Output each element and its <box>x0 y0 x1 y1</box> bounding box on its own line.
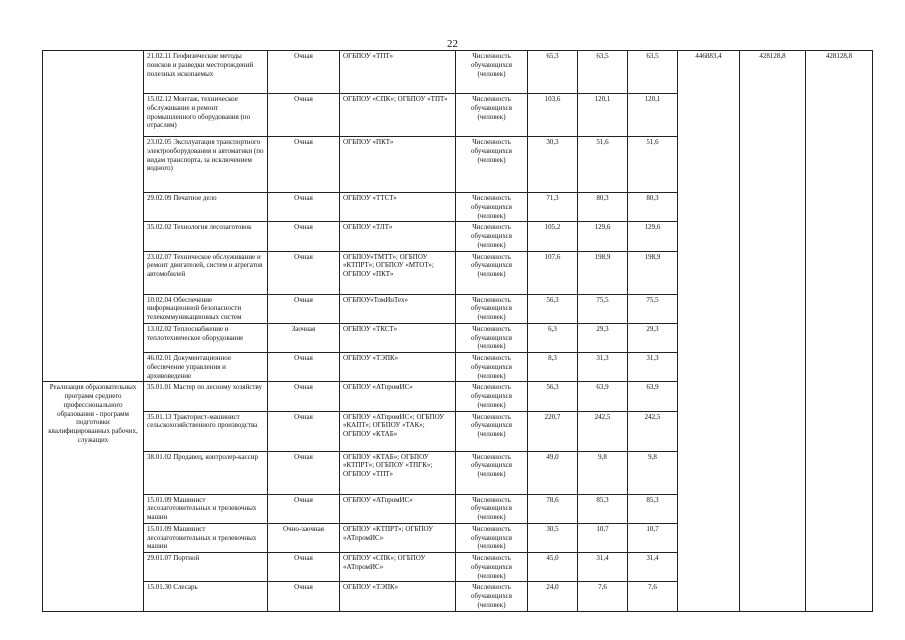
program-cell: 46.02.01 Документационное обеспечение управления и архивоведение <box>144 353 268 382</box>
unit-cell: Численность обучающихся (человек) <box>456 251 528 294</box>
value-2019-cell: 30,5 <box>528 523 578 552</box>
page-number: 22 <box>447 38 458 50</box>
form-cell: Очная <box>268 411 340 451</box>
section2-title: Реализация образовательных программ среднего профессионального образования - программ подготовки квалифицированных рабочих, служащих <box>43 382 144 611</box>
form-cell: Очно-заочная <box>268 523 340 552</box>
total-cell: 428128,8 <box>740 51 806 612</box>
value-2020-cell: 129,6 <box>578 222 628 251</box>
unit-cell: Численность обучающихся (человек) <box>456 193 528 222</box>
value-2019-cell: 56,3 <box>528 382 578 411</box>
program-cell: 35.01.13 Тракторист-машинист сельскохозяйственного производства <box>144 411 268 451</box>
org-cell: ОГБПОУ «ТТСТ» <box>340 193 456 222</box>
value-2021-cell: 31,4 <box>628 553 678 582</box>
form-cell: Очная <box>268 251 340 294</box>
value-2019-cell: 45,0 <box>528 553 578 582</box>
value-2020-cell: 198,9 <box>578 251 628 294</box>
value-2021-cell: 198,9 <box>628 251 678 294</box>
unit-cell: Численность обучающихся (человек) <box>456 222 528 251</box>
org-cell: ОГБПОУ «АТпромИС» <box>340 382 456 411</box>
value-2019-cell: 6,3 <box>528 323 578 352</box>
value-2019-cell: 78,6 <box>528 494 578 523</box>
program-cell: 35.02.02 Технология лесозаготовок <box>144 222 268 251</box>
form-cell: Очная <box>268 553 340 582</box>
program-cell: 38.01.02 Продавец, контролер-кассир <box>144 451 268 494</box>
program-cell: 15.01.09 Машинист лесозаготовительных и трелевочных машин <box>144 494 268 523</box>
value-2021-cell: 63,5 <box>628 51 678 94</box>
unit-cell: Численность обучающихся (человек) <box>456 553 528 582</box>
program-cell: 15.01.09 Машинист лесозаготовительных и трелевочных машин <box>144 523 268 552</box>
value-2020-cell: 63,9 <box>578 382 628 411</box>
value-2020-cell: 63,5 <box>578 51 628 94</box>
org-cell: ОГБПОУ «АТпромИС»; ОГБПОУ «КАПТ»; ОГБПОУ «ТАК»; ОГБПОУ «КТАБ» <box>340 411 456 451</box>
unit-cell: Численность обучающихся (человек) <box>456 353 528 382</box>
value-2019-cell: 24,0 <box>528 582 578 611</box>
form-cell: Очная <box>268 294 340 323</box>
unit-cell: Численность обучающихся (человек) <box>456 582 528 611</box>
total-cell: 428128,8 <box>806 51 873 612</box>
form-cell: Очная <box>268 137 340 193</box>
value-2021-cell: 120,1 <box>628 94 678 137</box>
org-cell: ОГБПОУ «ПКТ» <box>340 137 456 193</box>
value-2021-cell: 9,8 <box>628 451 678 494</box>
total-cell: 446883,4 <box>678 51 740 612</box>
org-cell: ОГБПОУ «КТАБ»; ОГБПОУ «КТПРТ»; ОГБПОУ «ТПГК»; ОГБПОУ «ТПТ» <box>340 451 456 494</box>
org-cell: ОГБПОУ «ТПТ» <box>340 51 456 94</box>
unit-cell: Численность обучающихся (человек) <box>456 94 528 137</box>
program-cell: 29.02.09 Печатное дело <box>144 193 268 222</box>
value-2019-cell: 30,3 <box>528 137 578 193</box>
form-cell: Очная <box>268 451 340 494</box>
value-2021-cell: 29,3 <box>628 323 678 352</box>
unit-cell: Численность обучающихся (человек) <box>456 451 528 494</box>
org-cell: ОГБПОУ «ТЛТ» <box>340 222 456 251</box>
value-2021-cell: 7,6 <box>628 582 678 611</box>
value-2020-cell: 10,7 <box>578 523 628 552</box>
value-2019-cell: 56,3 <box>528 294 578 323</box>
form-cell: Очная <box>268 51 340 94</box>
unit-cell: Численность обучающихся (человек) <box>456 294 528 323</box>
unit-cell: Численность обучающихся (человек) <box>456 323 528 352</box>
form-cell: Заочная <box>268 323 340 352</box>
org-cell: ОГБПОУ «КТПРТ»; ОГБПОУ «АТпромИС» <box>340 523 456 552</box>
org-cell: ОГБПОУ «ТЭПК» <box>340 582 456 611</box>
value-2020-cell: 75,5 <box>578 294 628 323</box>
value-2020-cell: 7,6 <box>578 582 628 611</box>
value-2020-cell: 9,8 <box>578 451 628 494</box>
org-cell: ОГБПОУ «ТКСТ» <box>340 323 456 352</box>
unit-cell: Численность обучающихся (человек) <box>456 494 528 523</box>
form-cell: Очная <box>268 382 340 411</box>
value-2020-cell: 120,1 <box>578 94 628 137</box>
org-cell: ОГБПОУ«ТМТТ»; ОГБПОУ «КТПРТ»; ОГБПОУ «МТОТ»; ОГБПОУ «ПКТ» <box>340 251 456 294</box>
program-cell: 23.02.05 Эксплуатация транспортного электрооборудования и автоматики (по видам транспорта, за исключением водного) <box>144 137 268 193</box>
value-2021-cell: 242,5 <box>628 411 678 451</box>
value-2019-cell: 8,3 <box>528 353 578 382</box>
value-2021-cell: 51,6 <box>628 137 678 193</box>
program-cell: 10.02.04 Обеспечение информационной безопасности телекоммуникационных систем <box>144 294 268 323</box>
org-cell: ОГБПОУ «ТЭПК» <box>340 353 456 382</box>
section1-cell <box>43 51 144 382</box>
form-cell: Очная <box>268 193 340 222</box>
org-cell: ОГБПОУ«ТомИнТех» <box>340 294 456 323</box>
form-cell: Очная <box>268 353 340 382</box>
value-2020-cell: 51,6 <box>578 137 628 193</box>
value-2021-cell: 85,3 <box>628 494 678 523</box>
value-2021-cell: 80,3 <box>628 193 678 222</box>
org-cell: ОГБПОУ «СПК»; ОГБПОУ «ТПТ» <box>340 94 456 137</box>
value-2020-cell: 85,3 <box>578 494 628 523</box>
value-2021-cell: 31,3 <box>628 353 678 382</box>
value-2019-cell: 49,0 <box>528 451 578 494</box>
form-cell: Очная <box>268 94 340 137</box>
value-2019-cell: 65,3 <box>528 51 578 94</box>
value-2019-cell: 220,7 <box>528 411 578 451</box>
budget-table <box>42 50 873 612</box>
value-2021-cell: 129,6 <box>628 222 678 251</box>
unit-cell: Численность обучающихся (человек) <box>456 51 528 94</box>
form-cell: Очная <box>268 222 340 251</box>
value-2020-cell: 242,5 <box>578 411 628 451</box>
form-cell: Очная <box>268 494 340 523</box>
value-2020-cell: 31,3 <box>578 353 628 382</box>
value-2019-cell: 105,2 <box>528 222 578 251</box>
unit-cell: Численность обучающихся (человек) <box>456 523 528 552</box>
program-cell: 15.01.30 Слесарь <box>144 582 268 611</box>
program-cell: 15.02.12 Монтаж, техническое обслуживание и ремонт промышленного оборудования (по отраслям) <box>144 94 268 137</box>
form-cell: Очная <box>268 582 340 611</box>
value-2019-cell: 107,6 <box>528 251 578 294</box>
value-2021-cell: 63,9 <box>628 382 678 411</box>
value-2020-cell: 80,3 <box>578 193 628 222</box>
program-cell: 21.02.11 Геофизические методы поисков и разведки месторождений полезных ископаемых <box>144 51 268 94</box>
value-2021-cell: 75,5 <box>628 294 678 323</box>
value-2019-cell: 103,6 <box>528 94 578 137</box>
value-2020-cell: 31,4 <box>578 553 628 582</box>
unit-cell: Численность обучающихся (человек) <box>456 382 528 411</box>
program-cell: 13.02.02 Теплоснабжение и теплотехническое оборудование <box>144 323 268 352</box>
unit-cell: Численность обучающихся (человек) <box>456 411 528 451</box>
program-cell: 35.01.01 Мастер по лесному хозяйству <box>144 382 268 411</box>
value-2020-cell: 29,3 <box>578 323 628 352</box>
unit-cell: Численность обучающихся (человек) <box>456 137 528 193</box>
value-2019-cell: 71,3 <box>528 193 578 222</box>
program-cell: 23.02.07 Техническое обслуживание и ремонт двигателей, систем и агрегатов автомобилей <box>144 251 268 294</box>
org-cell: ОГБПОУ «СПК»; ОГБПОУ «АТпромИС» <box>340 553 456 582</box>
org-cell: ОГБПОУ «АТпромИС» <box>340 494 456 523</box>
program-cell: 29.01.07 Портной <box>144 553 268 582</box>
table-row <box>43 51 873 94</box>
value-2021-cell: 10,7 <box>628 523 678 552</box>
